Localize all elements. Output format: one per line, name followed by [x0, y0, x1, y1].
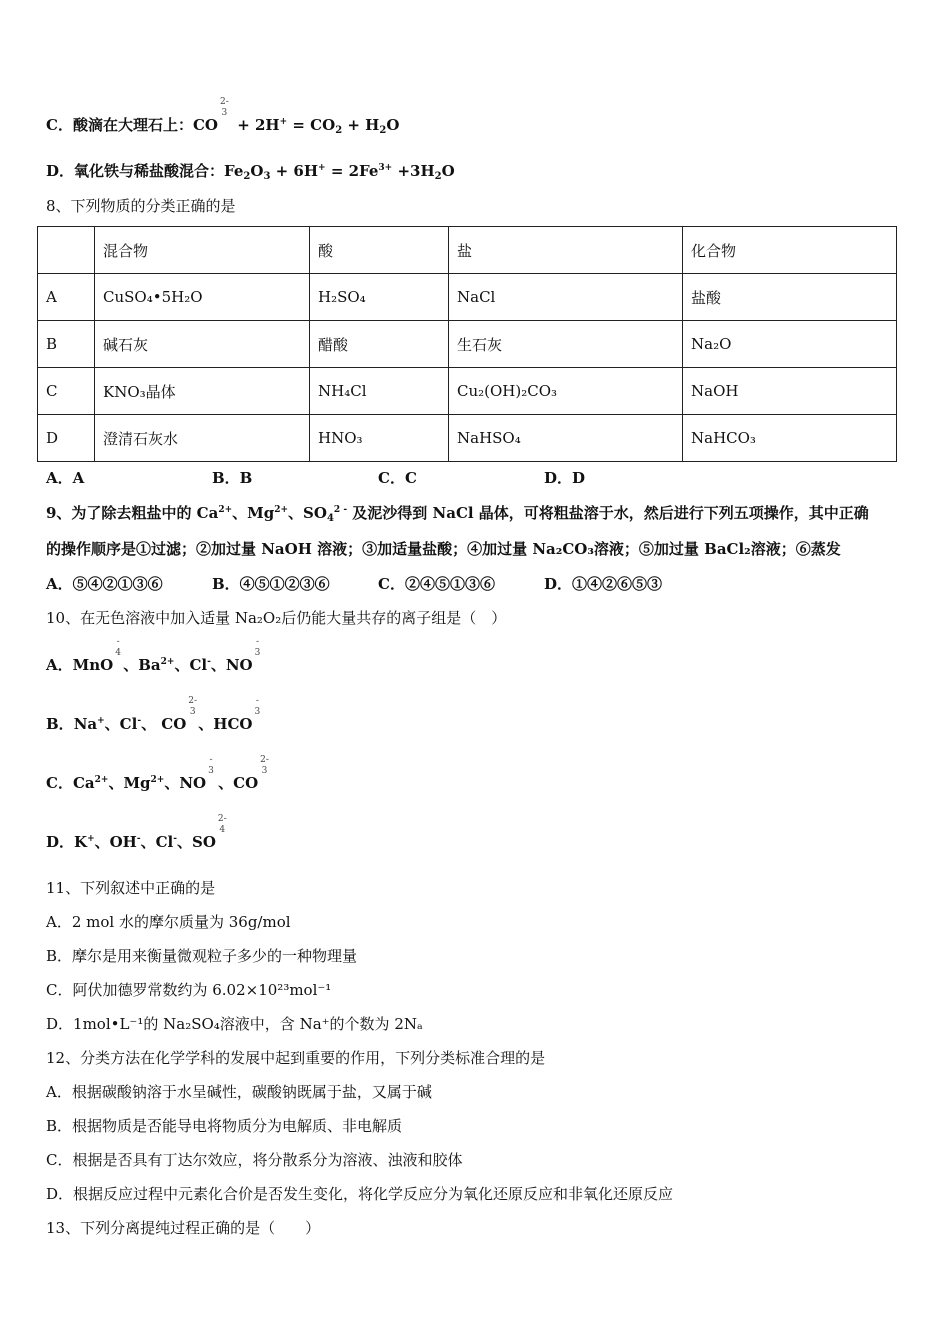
table-cell: C — [38, 368, 95, 415]
stem-part: 、Mg — [232, 504, 275, 522]
ion-count: 3 — [254, 648, 261, 658]
eq-part: O — [441, 162, 455, 180]
ion-formula: Ca — [72, 774, 95, 792]
q8-option-c: C．C — [378, 469, 417, 487]
table-row — [38, 415, 897, 462]
ion-formula: 、Ba — [123, 656, 161, 674]
table-cell: NaHSO₄ — [449, 415, 683, 462]
table-header-row — [38, 227, 897, 274]
ion-stack — [255, 637, 261, 659]
ion-charge: 2+ — [274, 505, 289, 515]
ion-formula: 、Mg — [108, 774, 151, 792]
eq-sub: 3 — [263, 171, 271, 182]
eq-sub: 2 — [243, 171, 251, 182]
q11-option-d: D．1mol•L⁻¹的 Na₂SO₄溶液中，含 Na⁺的个数为 2Nₐ — [46, 1015, 423, 1033]
option-label: C． — [46, 116, 73, 134]
ion-charge: - — [173, 834, 177, 844]
q9-option-d: D．①④②⑥⑤③ — [544, 575, 663, 593]
ion-charge: - — [137, 716, 142, 726]
ion-count: 4 — [115, 648, 121, 658]
ion-count: 4 — [326, 513, 334, 524]
q12-stem: 12、分类方法在化学学科的发展中起到重要的作用，下列分类标准合理的是 — [46, 1049, 546, 1067]
q9-stem-line1 — [46, 503, 869, 523]
option-text: 氧化铁与稀盐酸混合： — [74, 162, 225, 180]
table-cell: NaHCO₃ — [683, 415, 897, 462]
option-label: A． — [46, 656, 73, 674]
ion-charge: 2+ — [150, 775, 165, 785]
q8-options — [46, 468, 585, 488]
eq-part: = 2Fe — [325, 162, 379, 180]
option-label: D． — [46, 833, 75, 851]
ion-count: 3 — [221, 108, 228, 118]
table-cell: Na₂O — [683, 321, 897, 368]
ion-formula: 、OH — [94, 833, 137, 851]
table-cell: B — [38, 321, 95, 368]
option-label: D． — [46, 162, 75, 180]
ion-stack — [188, 696, 197, 718]
ion-formula: 、Cl — [104, 715, 138, 733]
ion-charge: - — [207, 657, 211, 667]
eq-part: + 2H — [231, 116, 280, 134]
q8-option-b: B．B — [212, 469, 253, 487]
q7-option-c — [46, 97, 400, 136]
ion-formula: Na — [73, 715, 98, 733]
ion-charge: - — [116, 637, 120, 647]
table-cell: NH₄Cl — [310, 368, 449, 415]
q11-option-c: C．阿伏加德罗常数约为 6.02×10²³mol⁻¹ — [46, 981, 332, 999]
table-header-cell: 混合物 — [95, 227, 310, 274]
ion — [164, 755, 214, 793]
eq-sup: 3+ — [378, 163, 393, 173]
table-cell: 澄清石灰水 — [95, 415, 310, 462]
ion-formula: 、 CO — [141, 715, 187, 733]
table-cell: 盐酸 — [683, 274, 897, 321]
option-text: 酸滴在大理石上： — [72, 116, 193, 134]
eq-part: = CO — [287, 116, 336, 134]
q10-option-b — [46, 696, 261, 734]
table-cell: NaCl — [449, 274, 683, 321]
ion-stack — [208, 755, 214, 777]
ion-stack — [254, 696, 260, 718]
ion-charge: - — [255, 637, 259, 647]
q11-stem: 11、下列叙述中正确的是 — [46, 879, 216, 897]
ion-formula: 、NO — [210, 656, 253, 674]
ion-formula: 、SO — [177, 833, 216, 851]
table-cell: D — [38, 415, 95, 462]
ion-formula: 、CO — [218, 774, 259, 792]
eq-sub: 2 — [434, 171, 442, 182]
ion-count: 3 — [189, 707, 196, 717]
ion-count: 3 — [254, 707, 261, 717]
eq-part: + 6H — [270, 162, 319, 180]
ion — [72, 637, 121, 675]
q12-option-b: B．根据物质是否能导电将物质分为电解质、非电解质 — [46, 1117, 403, 1135]
eq-part: O — [386, 116, 400, 134]
q12-option-a: A．根据碳酸钠溶于水呈碱性，碳酸钠既属于盐，又属于碱 — [46, 1083, 432, 1101]
q13-stem: 13、下列分离提纯过程正确的是（ ） — [46, 1219, 321, 1237]
q9-stem-line2: 的操作顺序是①过滤；②加过量 NaOH 溶液；③加适量盐酸；④加过量 Na₂CO₃溶液；⑤加过量 BaCl₂溶液；⑥蒸发 — [46, 540, 841, 558]
table-row — [38, 368, 897, 415]
ion-charge: + — [97, 716, 105, 726]
ion-formula: CO — [192, 116, 218, 134]
ion-formula: 、NO — [164, 774, 207, 792]
ion-charge: - — [136, 834, 141, 844]
ion-stack — [115, 637, 121, 659]
ion-count: 3 — [208, 766, 214, 776]
ion-charge: 2+ — [94, 775, 109, 785]
option-label: C． — [46, 774, 73, 792]
q10-option-c — [46, 755, 269, 793]
table-cell: 碱石灰 — [95, 321, 310, 368]
ion-formula: 、HCO — [198, 715, 253, 733]
classification-table — [37, 226, 897, 462]
q9-option-b: B．④⑤①②③⑥ — [212, 575, 330, 593]
table-cell: NaOH — [683, 368, 897, 415]
ion-charge: 2- — [219, 97, 229, 107]
ion-stack — [218, 814, 227, 836]
ion-charge: - — [209, 755, 213, 765]
q10-option-a — [46, 637, 261, 675]
q10-stem: 10、在无色溶液中加入适量 Na₂O₂后仍能大量共存的离子组是（ ） — [46, 609, 507, 627]
table-cell: 生石灰 — [449, 321, 683, 368]
q12-option-d: D．根据反应过程中元素化合价是否发生变化，将化学反应分为氧化还原反应和非氧化还原反应 — [46, 1185, 674, 1203]
ion-stack — [220, 97, 229, 119]
stem-part: 及泥沙得到 NaCl 晶体，可将粗盐溶于水，然后进行下列五项操作，其中正确 — [347, 504, 869, 522]
eq-sub: 2 — [335, 125, 343, 136]
ion-charge: 2+ — [160, 657, 175, 667]
eq-part: +3H — [392, 162, 435, 180]
q7-option-d — [46, 161, 455, 181]
table-cell: KNO₃晶体 — [95, 368, 310, 415]
q10-option-d — [46, 814, 227, 852]
ion-charge: 2- — [217, 814, 227, 824]
eq-sup: + — [318, 163, 326, 173]
ion — [141, 696, 198, 734]
eq-part: Fe — [224, 162, 244, 180]
table-cell: HNO₃ — [310, 415, 449, 462]
ion-formula: MnO — [72, 656, 114, 674]
eq-sup: + — [279, 117, 288, 127]
ion-stack — [260, 755, 269, 777]
stem-part: 、SO — [288, 504, 327, 522]
table-cell: Cu₂(OH)₂CO₃ — [449, 368, 683, 415]
stem-part: 9、为了除去粗盐中的 Ca — [46, 504, 219, 522]
table-cell: CuSO₄•5H₂O — [95, 274, 310, 321]
carbonate-ion — [192, 97, 229, 135]
table-cell: A — [38, 274, 95, 321]
q12-option-c: C．根据是否具有丁达尔效应，将分散系分为溶液、浊液和胶体 — [46, 1151, 463, 1169]
ion — [218, 755, 269, 793]
ion-charge: - — [255, 696, 259, 706]
q8-option-a: A．A — [46, 469, 85, 487]
q8-stem: 8、下列物质的分类正确的是 — [46, 197, 236, 215]
ion — [177, 814, 227, 852]
ion-charge: + — [87, 834, 95, 844]
q9-option-c: C．②④⑤①③⑥ — [378, 575, 495, 593]
ion — [210, 637, 261, 675]
ion-charge: 2- — [260, 755, 269, 765]
table-header-cell — [38, 227, 95, 274]
table-header-cell: 酸 — [310, 227, 449, 274]
ion-charge: 2 - — [333, 505, 348, 515]
eq-part: + H — [342, 116, 380, 134]
table-row — [38, 274, 897, 321]
ion-count: 4 — [219, 825, 226, 835]
ion-count: 3 — [261, 766, 268, 776]
q11-option-a: A．2 mol 水的摩尔质量为 36g/mol — [46, 913, 291, 931]
table-cell: 醋酸 — [310, 321, 449, 368]
ion-formula: K — [74, 833, 88, 851]
q11-option-b: B．摩尔是用来衡量微观粒子多少的一种物理量 — [46, 947, 358, 965]
table-row — [38, 321, 897, 368]
table-header-cell: 盐 — [449, 227, 683, 274]
ion-formula: 、Cl — [174, 656, 208, 674]
ion-charge: 2- — [188, 696, 198, 706]
q8-option-d: D．D — [544, 469, 586, 487]
option-label: B． — [46, 715, 74, 733]
ion-charge: 2+ — [218, 505, 233, 515]
table-header-cell: 化合物 — [683, 227, 897, 274]
ion — [198, 696, 261, 734]
eq-sub: 2 — [379, 125, 387, 136]
q9-option-a: A．⑤④②①③⑥ — [46, 575, 163, 593]
ion-formula: 、Cl — [140, 833, 174, 851]
table-cell: H₂SO₄ — [310, 274, 449, 321]
eq-part: O — [250, 162, 264, 180]
q9-options — [46, 574, 662, 594]
